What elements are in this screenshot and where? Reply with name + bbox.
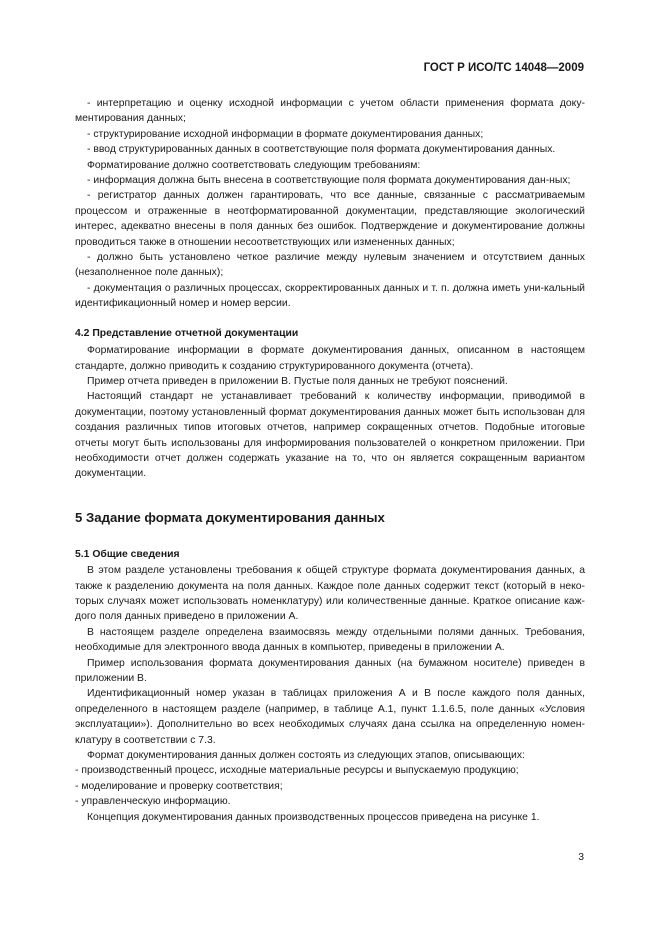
- list-item: - информация должна быть внесена в соответствующие поля формата документирования дан-ных;: [87, 175, 571, 187]
- paragraph: Настоящий стандарт не устанавливает требований к количеству информации, приводимой в документации, поэтому установленный формат документирования данных может быть использован для создания различных типов итоговых отчетов, например сокращенных отчетов. Подобные итоговые отчеты могут быть использованы для информирования пользователей о конкретном приложении. При необходимости отчет должен содержать указание на то, что он является сокращенным вариантом документации.: [75, 391, 585, 480]
- paragraph: Формат документирования данных должен состоять из следующих этапов, описывающих:: [87, 750, 525, 762]
- paragraph: Форматирование должно соответствовать следующим требованиям:: [87, 159, 421, 171]
- paragraph: Форматирование информации в формате документирования данных, описанном в настоящем стандарте, должно приводить к созданию структурированного документа (отчета).: [75, 345, 585, 372]
- page-body: [75, 96, 585, 825]
- list-item: - должно быть установлено четкое различие между нулевым значением и отсутствием данных (незаполненное поле данных);: [75, 252, 585, 279]
- list-item: - структурирование исходной информации в формате документирования данных;: [87, 128, 484, 140]
- list-item: - моделирование и проверку соответствия;: [75, 780, 283, 792]
- list-item: - интерпретацию и оценку исходной информации с учетом области применения формата доку-ментирования данных;: [75, 98, 585, 125]
- paragraph: Пример использования формата документирования данных (на бумажном носителе) приведен в приложении В.: [75, 657, 585, 684]
- paragraph: В этом разделе установлены требования к общей структуре формата документирования данных, а также к разделению документа на поля данных. Каждое поле данных содержит текст (который в неко-торых случаях может использовать номенклатуру) или количественные данные. Краткое описание каж-дого поля данных приведено в приложении А.: [75, 565, 585, 623]
- list-item: - документация о различных процессах, скорректированных данных и т. п. должна иметь уни-кальный идентификационный номер и номер версии.: [75, 282, 585, 310]
- page-number: 3: [578, 852, 584, 863]
- section-5-1-heading: 5.1 Общие сведения: [75, 548, 180, 560]
- paragraph: Идентификационный номер указан в таблицах приложения А и В после каждого поля данных, определенного в настоящем разделе (например, в таблице А.1, пункт 1.1.6.5, поле данных «Условия эксплуатации»). Дополнительно во всех необходимых случаях дана ссылка на определенную номен-клатуру в соответствии с 7.3.: [75, 688, 585, 746]
- section-4-2-heading: 4.2 Представление отчетной документации: [75, 327, 299, 339]
- list-item: - производственный процесс, исходные материальные ресурсы и выпускаемую продукцию;: [75, 765, 519, 777]
- paragraph: В настоящем разделе определена взаимосвязь между отдельными полями данных. Требования, необходимые для электронного ввода данных в компьютер, приведены в приложении А.: [75, 626, 585, 654]
- list-item: - управленческую информацию.: [75, 796, 231, 808]
- paragraph: Пример отчета приведен в приложении В. Пустые поля данных не требуют пояснений.: [87, 375, 508, 387]
- list-item: - ввод структурированных данных в соответствующие поля формата документирования данных.: [87, 144, 556, 156]
- page-header-standard: ГОСТ Р ИСО/ТС 14048—2009: [423, 62, 584, 74]
- list-item: - регистратор данных должен гарантировать, что все данные, связанные с рассматриваемым процессом и отраженные в неотформатированной документации, представляющие экологический интерес, адекватно внесены в поля данных без ошибок. Подтверждение и документирование должны проводиться также в отношении несоответствующих или измененных данных;: [75, 190, 585, 248]
- paragraph: Концепция документирования данных производственных процессов приведена на рисунке 1.: [87, 811, 540, 823]
- section-5-heading: 5 Задание формата документирования данных: [75, 509, 385, 525]
